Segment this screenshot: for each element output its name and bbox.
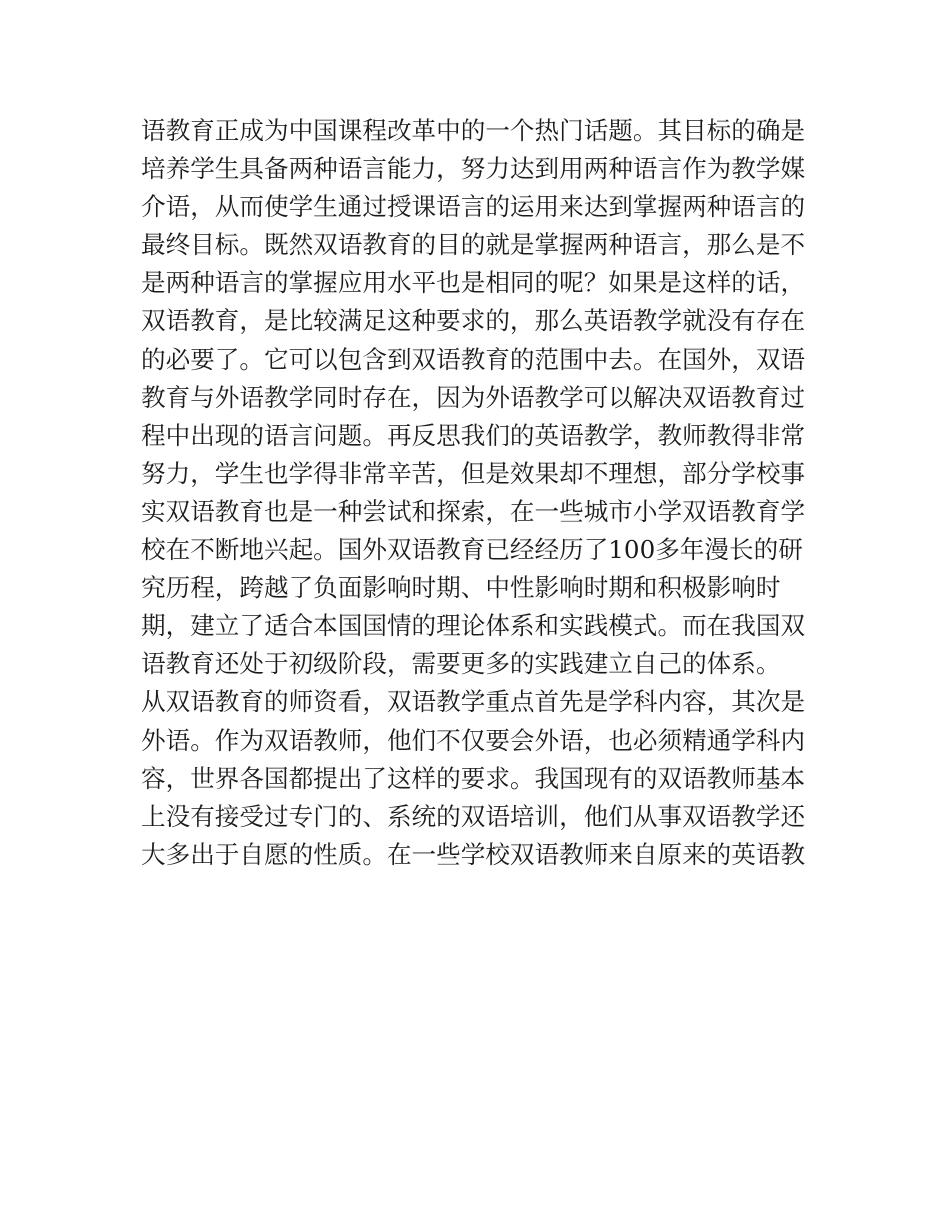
text-line: 校在不断地兴起。国外双语教育已经经历了100多年漫长的研 (141, 535, 803, 565)
text-line: 的必要了。它可以包含到双语教育的范围中去。在国外，双语 (141, 344, 806, 374)
text-line: 实双语教育也是一种尝试和探索，在一些城市小学双语教育学 (141, 496, 806, 526)
text-line: 从双语教育的师资看，双语教学重点首先是学科内容，其次是 (141, 687, 806, 717)
text-line: 是两种语言的掌握应用水平也是相同的呢？如果是这样的话， (141, 268, 806, 298)
text-line: 期，建立了适合本国国情的理论体系和实践模式。而在我国双 (141, 611, 806, 641)
text-line: 教育与外语教学同时存在，因为外语教学可以解决双语教育过 (141, 382, 806, 412)
text-line: 双语教育，是比较满足这种要求的，那么英语教学就没有存在 (141, 306, 806, 336)
text-line: 容，世界各国都提出了这样的要求。我国现有的双语教师基本 (141, 763, 806, 793)
text-line: 语教育还处于初级阶段，需要更多的实践建立自己的体系。 (141, 649, 781, 679)
text-line: 最终目标。既然双语教育的目的就是掌握两种语言，那么是不 (141, 230, 806, 260)
text-line: 语教育正成为中国课程改革中的一个热门话题。其目标的确是 (141, 116, 806, 145)
text-line: 努力，学生也学得非常辛苦，但是效果却不理想，部分学校事 (141, 458, 806, 488)
text-line: 培养学生具备两种语言能力，努力达到用两种语言作为教学媒 (141, 154, 806, 184)
text-line: 外语。作为双语教师，他们不仅要会外语，也必须精通学科内 (141, 725, 806, 755)
text-line: 介语，从而使学生通过授课语言的运用来达到掌握两种语言的 (141, 192, 806, 222)
body-text (141, 112, 821, 874)
text-line: 程中出现的语言问题。再反思我们的英语教学，教师教得非常 (141, 420, 806, 450)
text-line: 上没有接受过专门的、系统的双语培训，他们从事双语教学还 (141, 801, 806, 831)
text-line: 究历程，跨越了负面影响时期、中性影响时期和积极影响时 (141, 573, 781, 603)
text-line: 大多出于自愿的性质。在一些学校双语教师来自原来的英语教 (141, 839, 806, 869)
